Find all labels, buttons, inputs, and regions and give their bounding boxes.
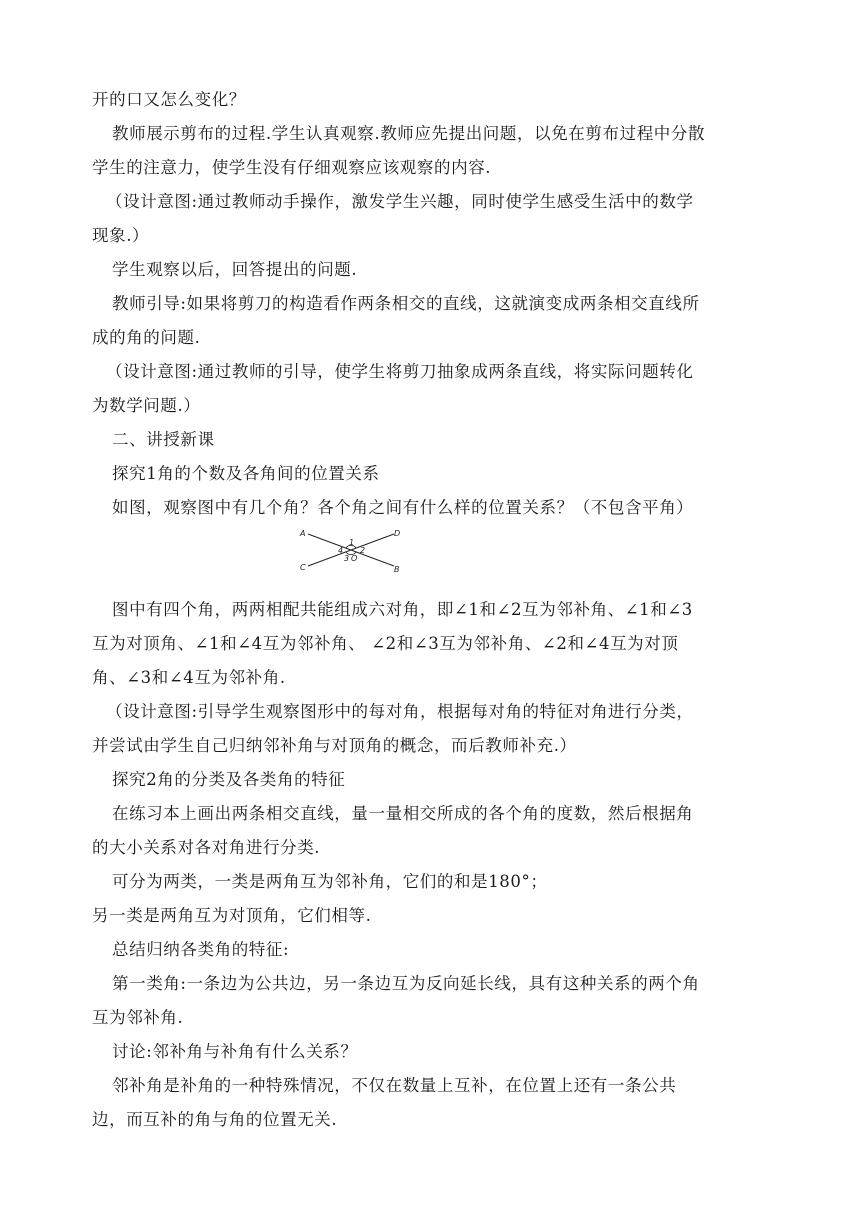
angle-label-4: 4	[338, 546, 344, 555]
text-line: 第一类角:一条边为公共边，另一条边互为反向延长线，具有这种关系的两个角	[112, 974, 700, 993]
subsection-heading: 探究1角的个数及各角间的位置关系	[112, 464, 380, 483]
text-line: 现象.）	[92, 226, 150, 245]
text-line: （设计意图:引导学生观察图形中的每对角，根据每对角的特征对角进行分类，	[106, 702, 694, 721]
text-line: 学生观察以后，回答提出的问题.	[112, 260, 358, 279]
text-line: 在练习本上画出两条相交直线，量一量相交所成的各个角的度数，然后根据角	[112, 804, 694, 823]
intersecting-lines-figure	[298, 526, 410, 576]
text-line: 并尝试由学生自己归纳邻补角与对顶角的概念，而后教师补充.）	[92, 736, 577, 755]
angle-label-1: 1	[349, 538, 355, 547]
text-line: （设计意图:通过教师动手操作，激发学生兴趣，同时使学生感受生活中的数学	[106, 192, 694, 211]
text-line: 互为邻补角.	[92, 1008, 184, 1027]
angle-label-2: 2	[360, 546, 366, 555]
figure-svg	[298, 526, 410, 576]
text-line: 另一类是两角互为对顶角，它们相等.	[92, 906, 372, 925]
text-line: 互为对顶角、∠1和∠4互为邻补角、 ∠2和∠3互为邻补角、∠2和∠4互为对顶	[92, 634, 679, 653]
point-label-b: B	[394, 565, 400, 574]
angle-label-3: 3	[344, 554, 350, 563]
point-label-c: C	[300, 563, 306, 572]
text-line: 讨论:邻补角与补角有什么关系？	[112, 1042, 358, 1061]
text-line: 图中有四个角，两两相配共能组成六对角，即∠1和∠2互为邻补角、∠1和∠3	[112, 600, 693, 619]
point-label-a: A	[300, 529, 306, 538]
text-line: 开的口又怎么变化？	[92, 90, 246, 109]
text-line: （设计意图:通过教师的引导，使学生将剪刀抽象成两条直线，将实际问题转化	[106, 362, 694, 381]
text-line: 教师引导:如果将剪刀的构造看作两条相交的直线，这就演变成两条相交直线所	[112, 294, 700, 313]
text-line: 邻补角是补角的一种特殊情况，不仅在数量上互补，在位置上还有一条公共	[112, 1076, 677, 1095]
text-line: 教师展示剪布的过程.学生认真观察.教师应先提出问题，以免在剪布过程中分散	[112, 124, 706, 143]
text-line: 角、∠3和∠4互为邻补角.	[92, 668, 286, 687]
text-line: 总结归纳各类角的特征:	[112, 940, 290, 959]
text-line: 可分为两类，一类是两角互为邻补角，它们的和是180°；	[112, 872, 548, 891]
text-line: 为数学问题.）	[92, 396, 201, 415]
point-label-d: D	[394, 529, 401, 538]
subsection-heading: 探究2角的分类及各类角的特征	[112, 770, 346, 789]
section-heading: 二、讲授新课	[112, 430, 215, 449]
text-line: 如图，观察图中有几个角？各个角之间有什么样的位置关系？（不包含平角）	[112, 498, 694, 517]
text-line: 边，而互补的角与角的位置无关.	[92, 1110, 338, 1129]
text-line: 学生的注意力，使学生没有仔细观察应该观察的内容.	[92, 158, 492, 177]
point-label-o: O	[351, 554, 358, 563]
text-line: 成的角的问题.	[92, 328, 201, 347]
text-line: 的大小关系对各对角进行分类.	[92, 838, 321, 857]
